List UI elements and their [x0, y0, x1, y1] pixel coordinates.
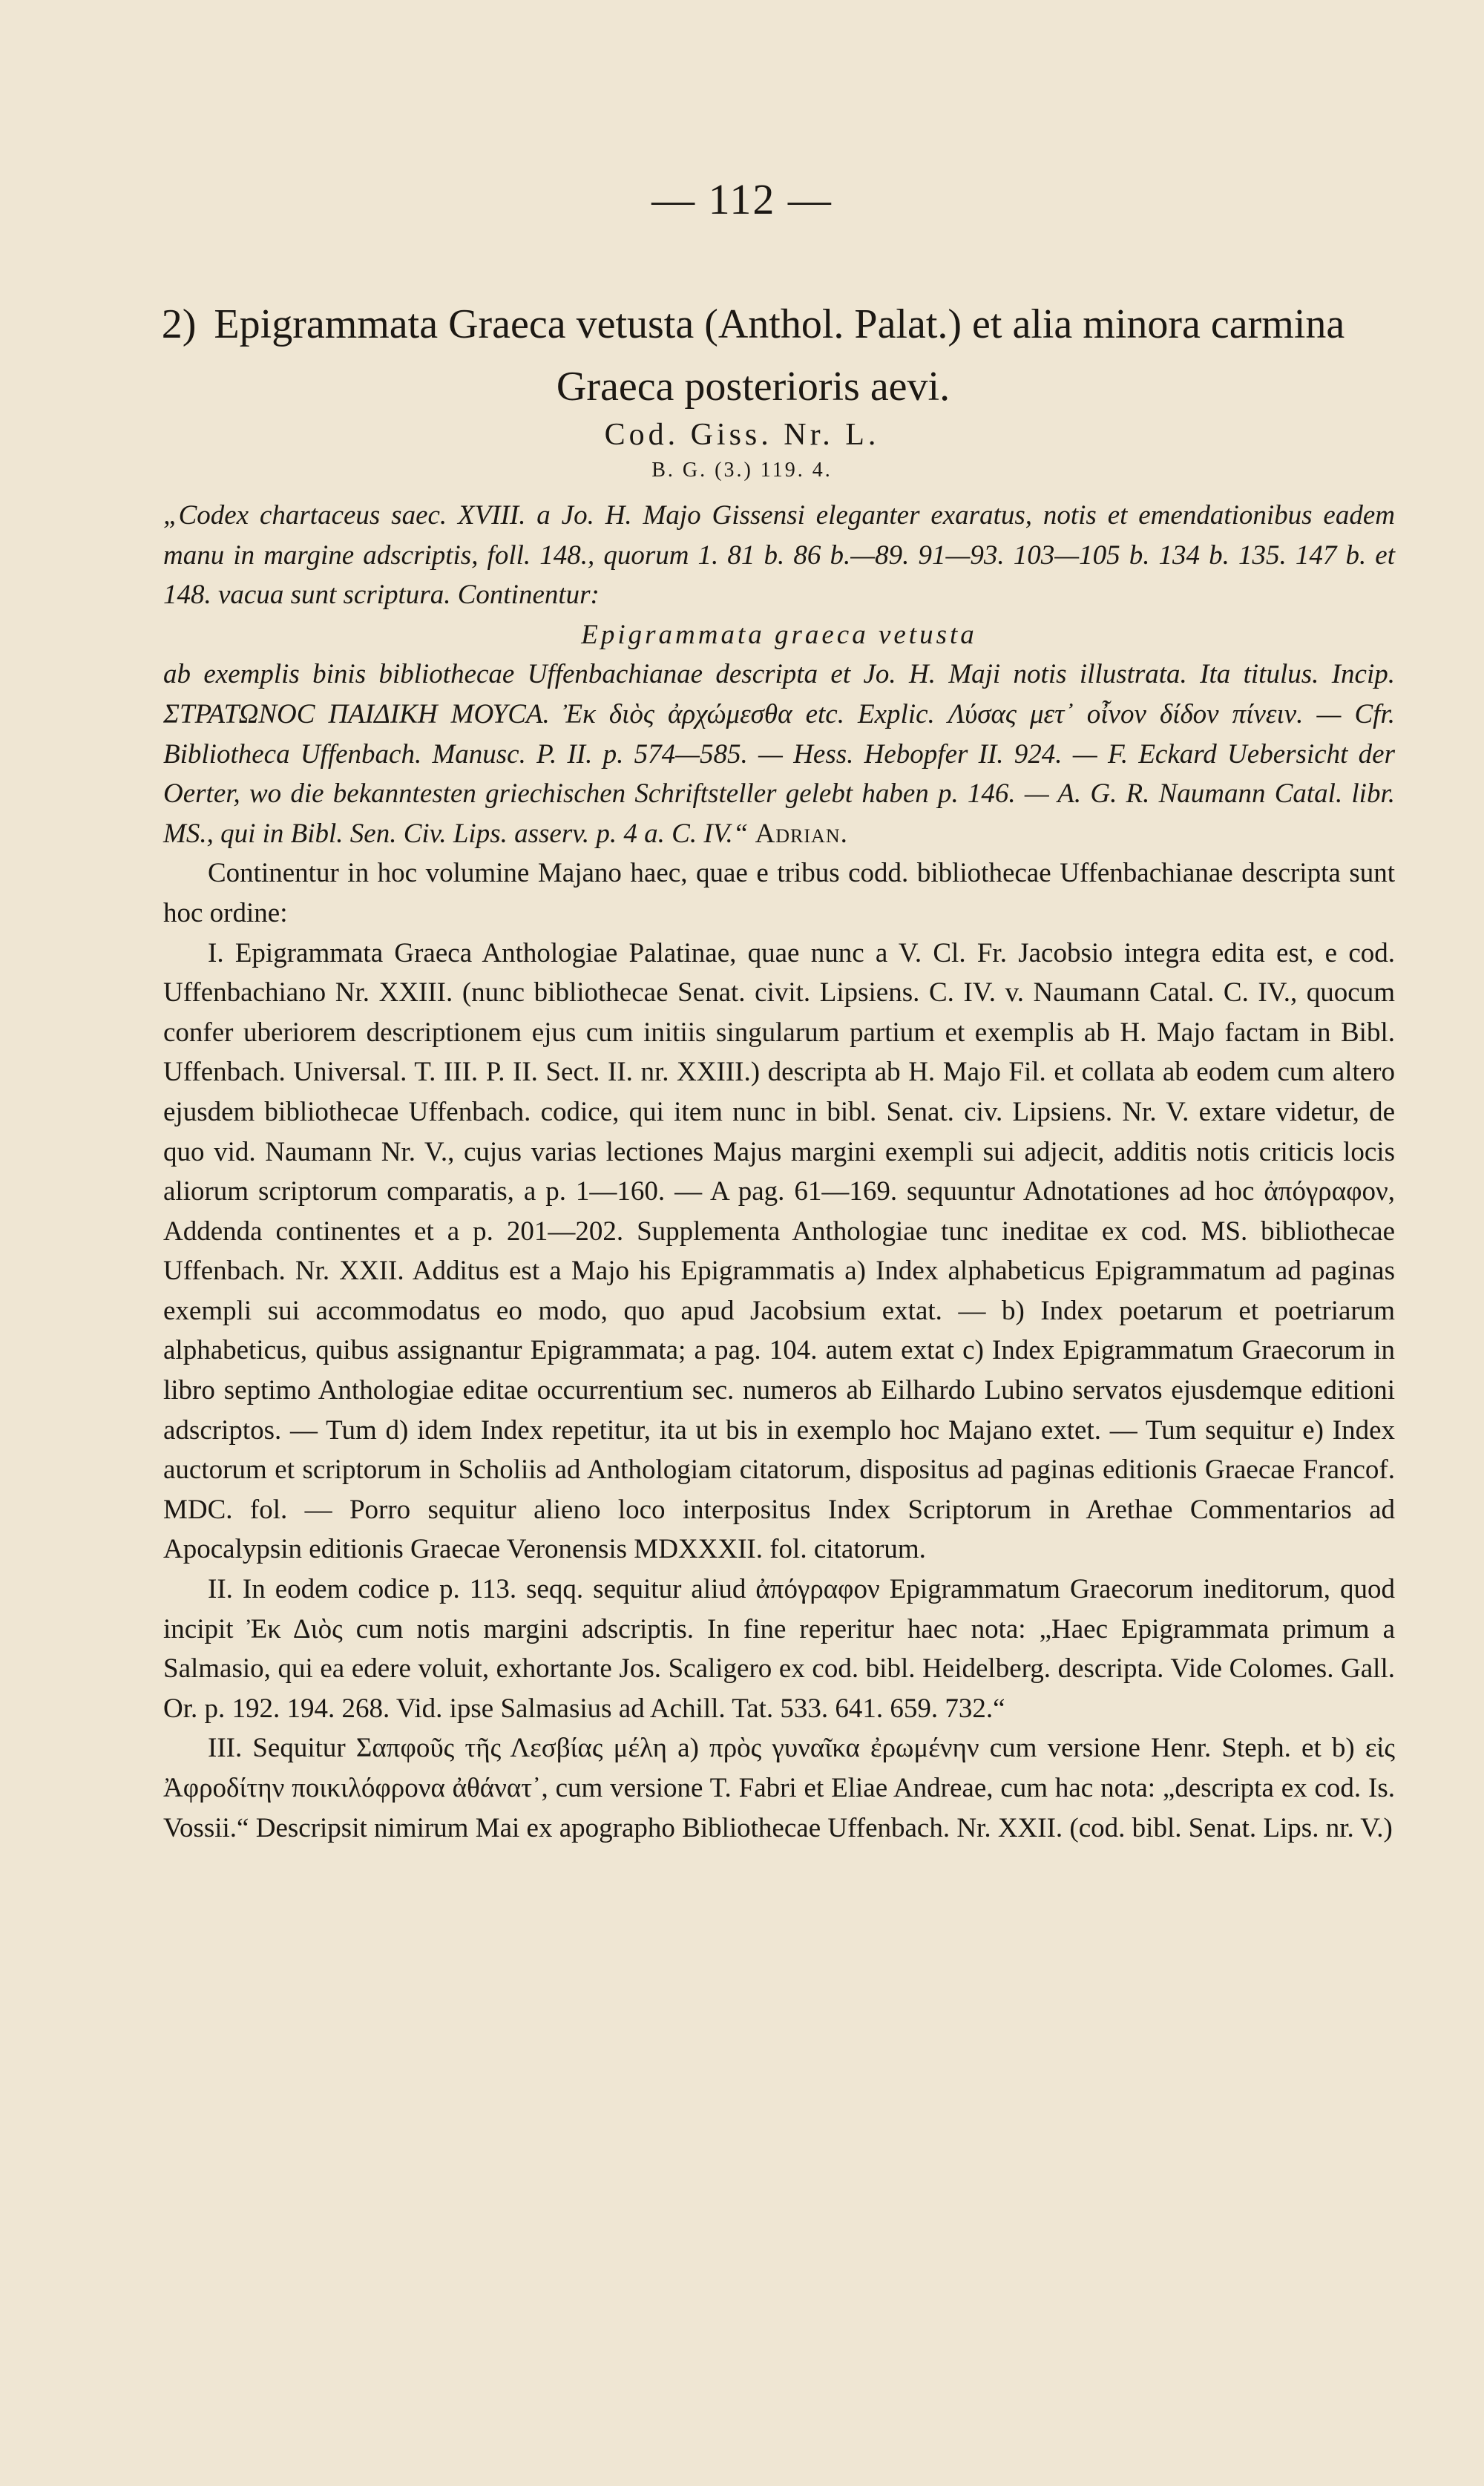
- intro-paragraph: Continentur in hoc volumine Majano haec, quae e tribus codd. bibliothecae Uffenbachianae descripta sunt hoc ordine:: [163, 858, 1395, 928]
- section-heading: [119, 293, 1388, 418]
- section-i-paragraph: I. Epigrammata Graeca Anthologiae Palatinae, quae nunc a V. Cl. Fr. Jacobsio integra edita est, e cod. Uffenbachiano Nr. XXIII. (nunc bibliothecae Senat. civit. Lipsiens. C. IV. v. Naumann Catal. C. IV., quocum confer uberiorem descriptionem ejus cum initiis singularum partium et exemplis ab H. Majo factam in Bibl. Uffenbach. Universal. T. III. P. II. Sect. II. nr. XXIII.) descripta ab H. Majo Fil. et collata ab eodem cum altero ejusdem bibliothecae Uffenbach. codice, qui item nunc in bibl. Senat. civ. Lipsiens. Nr. V. extare videtur, de quo vid. Naumann Nr. V., cujus varias lectiones Majus margini exempli sui adjecit, additis notis criticis locis aliorum scriptorum comparatis, a p. 1—160. — A pag. 61—169. sequuntur Adnotationes ad hoc ἀπόγραφον, Addenda continentes et a p. 201—202. Supplementa Anthologiae tunc ineditae ex cod. MS. bibliothecae Uffenbach. Nr. XXII. Additus est a Majo his Epigrammatis a) Index alphabeticus Epigrammatum ad paginas exempli sui accommodatus eo modo, quo apud Jacobsium extat. — b) Index poetarum et poetriarum alphabeticus, quibus assignantur Epigrammata; a pag. 104. autem extat c) Index Epigrammatum Graecorum in libro septimo Anthologiae editae occurrentium sec. numeros ab Eilhardo Lubino servatos ejusdemque editioni adscriptos. — Tum d) idem Index repetitur, ita ut bis in exemplo hoc Majano extet. — Tum sequitur e) Index auctorum et scriptorum in Scholiis ad Anthologiam citatorum, dispositus ad paginas editionis Graecae Francof. MDC. fol. — Porro sequitur alieno loco interpositus Index Scriptorum in Arethae Commentarios ad Apocalypsin editionis Graecae Veronensis MDXXXII. fol. citatorum.: [163, 937, 1395, 1565]
- quote-paragraph: „Codex chartaceus saec. XVIII. a Jo. H. Majo Gissensi eleganter exaratus, notis et emendationibus eadem manu in margine adscriptis, foll. 148., quorum 1. 81 b. 86 b.—89. 91—93. 103—105 b. 134 b. 135. 147 b. et 148. vacua sunt scriptura. Continentur:: [163, 500, 1395, 611]
- quote-text: ab exemplis binis bibliothecae Uffenbachianae descripta et Jo. H. Maji notis illustrata. Ita titulus. Incip. ΣΤΡΑΤΩΝΟC ΠΑΙΔΙΚΗ ΜΟΥCΑ. Ἐκ διὸς ἀρχώμεσθα etc. Explic. Λύσας μετ᾽ οἶνον δίδον πίνειν. — Cfr. Bibliotheca Uffenbach. Manusc. P. II. p. 574—585. — Hess. Hebopfer II. 924. — F. Eckard Uebersicht der Oerter, wo die bekanntesten griechischen Schriftsteller gelebt haben p. 146. — A. G. R. Naumann Catal. libr. MS., qui in Bibl. Sen. Civ. Lips. asserv. p. 4 a. C. IV.“: [163, 659, 1395, 849]
- quote-author: Adrian.: [755, 818, 848, 849]
- quote-paragraph-continued: [163, 655, 1395, 853]
- section-title: Epigrammata Graeca vetusta (Anthol. Palat.) et alia minora carmina Graeca posterioris aevi.: [214, 301, 1345, 410]
- section-number: 2): [161, 301, 197, 347]
- codex-designation: Cod. Giss. Nr. L.: [604, 418, 880, 452]
- section-iii-paragraph: III. Sequitur Σαπφοῦς τῆς Λεσβίας μέλη a) πρὸς γυναῖκα ἐρωμένην cum versione Henr. Steph. et b) εἰς Ἀφροδίτην ποικιλόφρονα ἀθάνατ᾽, cum versione T. Fabri et Eliae Andreae, cum hac nota: „descripta ex cod. Is. Vossii.“ Descripsit nimirum Mai ex apographo Bibliothecae Uffenbach. Nr. XXII. (cod. bibl. Senat. Lips. nr. V.): [163, 1733, 1395, 1843]
- page-number: — 112 —: [651, 175, 833, 223]
- body-text: [163, 496, 1395, 1848]
- section-ii-paragraph: II. In eodem codice p. 113. seqq. sequitur aliud ἀπόγραφον Epigrammatum Graecorum ineditorum, quod incipit Ἐκ Διὸς cum notis margini adscriptis. In fine reperitur haec nota: „Haec Epigrammata primum a Salmasio, qui ea edere voluit, exhortante Jos. Scaligero ex cod. bibl. Heidelberg. descripta. Vide Colomes. Gall. Or. p. 192. 194. 268. Vid. ipse Salmasius ad Achill. Tat. 533. 641. 659. 732.“: [163, 1574, 1395, 1724]
- shelfmark: B. G. (3.) 119. 4.: [651, 459, 833, 482]
- quote-subtitle: Epigrammata graeca vetusta: [581, 619, 977, 650]
